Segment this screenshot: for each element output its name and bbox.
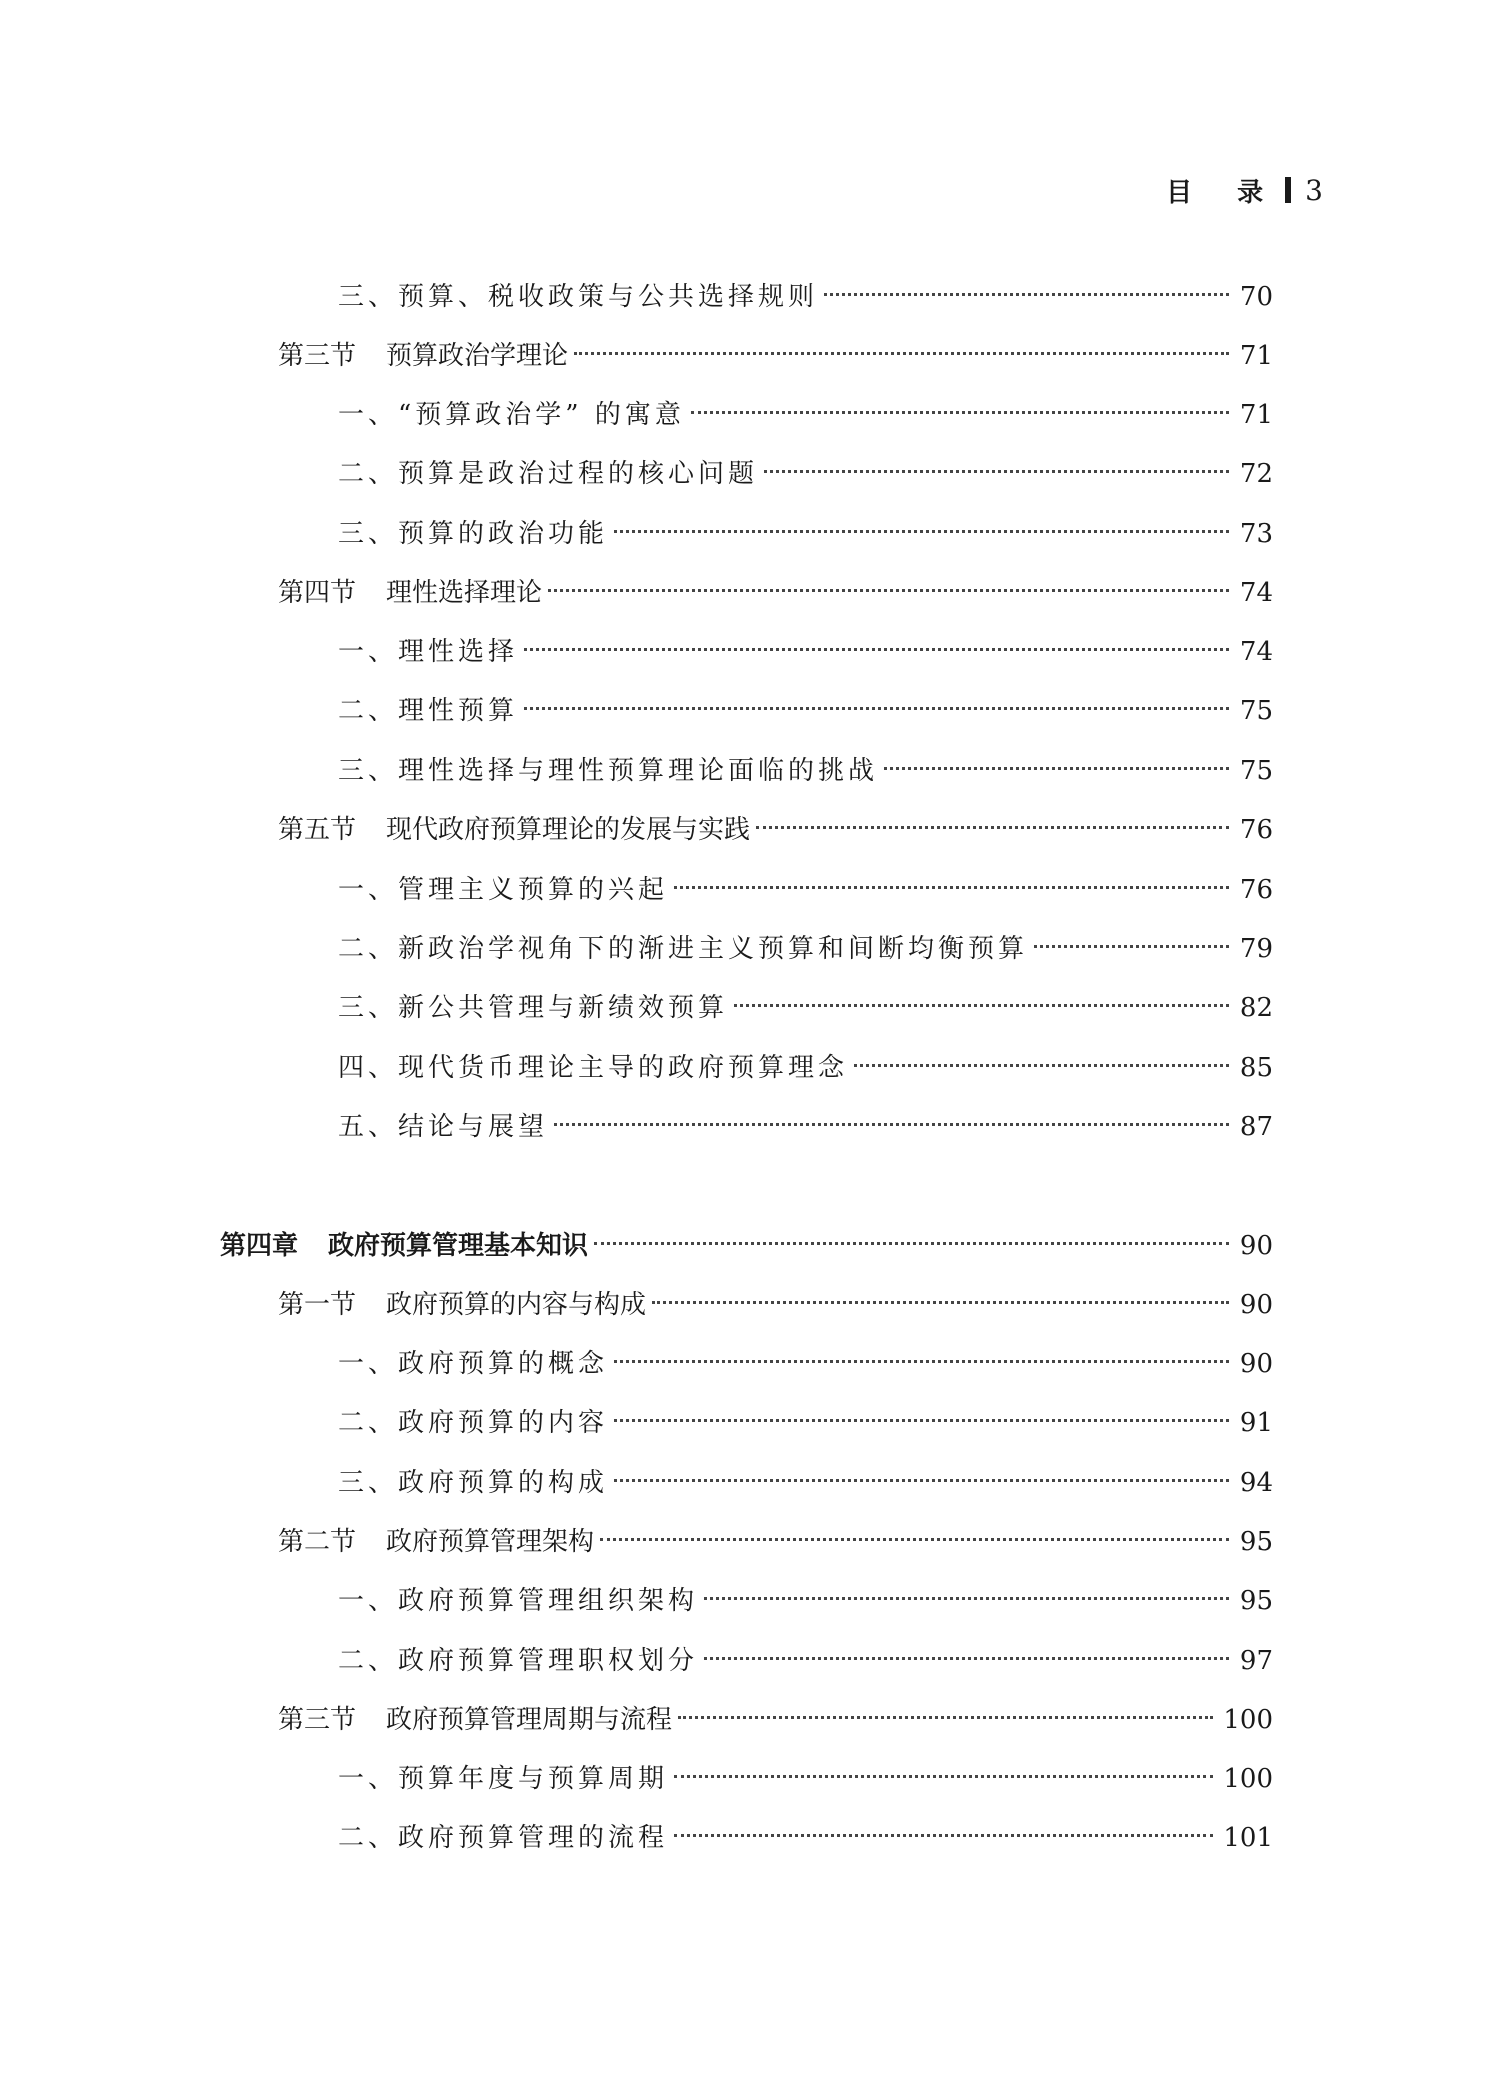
toc-entry-label: 二、新政治学视角下的渐进主义预算和间断均衡预算: [338, 934, 1029, 964]
running-head: [1166, 170, 1323, 210]
toc-entry-label: [278, 810, 750, 850]
toc-entry-label: 二、理性预算: [338, 696, 519, 726]
toc-entry-page: 90: [1239, 1231, 1273, 1261]
toc-entry-label: [220, 1226, 588, 1266]
toc-entry-page: 76: [1239, 875, 1273, 905]
toc-entry-page: 97: [1239, 1646, 1273, 1676]
toc-entry-page: 95: [1239, 1586, 1273, 1616]
toc-entry-label: 一、政府预算的概念: [338, 1349, 609, 1379]
toc-entry[interactable]: [338, 988, 1273, 1028]
section-number: 第二节: [278, 1527, 357, 1557]
toc-entry-label: [278, 1700, 672, 1740]
dot-leader: [594, 1242, 1229, 1245]
toc-section-entry[interactable]: [278, 336, 1273, 376]
section-number: 第四节: [278, 578, 357, 608]
toc-entry-label: 四、现代货币理论主导的政府预算理念: [338, 1053, 849, 1083]
toc-entry-page: 74: [1239, 578, 1273, 608]
toc-entry-label: 二、预算是政治过程的核心问题: [338, 459, 759, 489]
toc-entry-label: [278, 1522, 594, 1562]
toc-entry-label: 三、理性选择与理性预算理论面临的挑战: [338, 756, 879, 786]
toc-entry[interactable]: [338, 1344, 1273, 1384]
toc-entry[interactable]: [338, 1048, 1273, 1088]
section-number: 第五节: [278, 815, 357, 845]
toc-entry-label: 一、管理主义预算的兴起: [338, 875, 669, 905]
toc-entry-page: 100: [1223, 1764, 1273, 1794]
section-title: 现代政府预算理论的发展与实践: [386, 815, 751, 845]
toc-entry-page: 73: [1239, 519, 1273, 549]
toc-entry-label: [278, 573, 542, 613]
dot-leader: [554, 1123, 1229, 1126]
toc-entry-page: 95: [1239, 1527, 1273, 1557]
toc-entry-label: 五、结论与展望: [338, 1112, 549, 1142]
toc-section-entry[interactable]: [278, 810, 1273, 850]
toc-entry-label: 三、新公共管理与新绩效预算: [338, 993, 729, 1023]
dot-leader: [674, 886, 1229, 889]
toc-chapter-entry[interactable]: [220, 1226, 1273, 1266]
toc-entry-page: 87: [1239, 1112, 1273, 1142]
toc-entry-page: 94: [1239, 1468, 1273, 1498]
dot-leader: [824, 293, 1229, 296]
toc-entry-label: 二、政府预算管理职权划分: [338, 1646, 699, 1676]
toc-entry-page: 75: [1239, 756, 1273, 786]
dot-leader: [548, 589, 1229, 592]
section-number: 第三节: [278, 341, 357, 371]
toc-entry[interactable]: [338, 454, 1273, 494]
toc-entry[interactable]: [338, 870, 1273, 910]
toc-entry[interactable]: [338, 1641, 1273, 1681]
toc-entry-label: [278, 1285, 646, 1325]
toc-entry-page: 75: [1239, 696, 1273, 726]
toc-section-entry[interactable]: [278, 1700, 1273, 1740]
toc-entry[interactable]: [338, 1581, 1273, 1621]
dot-leader: [600, 1538, 1229, 1541]
chapter-number: 第四章: [220, 1231, 299, 1261]
toc-entry[interactable]: [338, 1107, 1273, 1147]
toc-entry-page: 76: [1239, 815, 1273, 845]
toc-entry-page: 91: [1239, 1408, 1273, 1438]
dot-leader: [704, 1657, 1229, 1660]
toc-entry-label: 三、预算的政治功能: [338, 519, 609, 549]
toc-entry-label: 一、政府预算管理组织架构: [338, 1586, 699, 1616]
toc-entry-label: 一、预算年度与预算周期: [338, 1764, 669, 1794]
section-title: 理性选择理论: [386, 578, 543, 608]
toc-entry-page: 90: [1239, 1349, 1273, 1379]
toc-entry-label: 一、“预算政治学” 的寓意: [338, 400, 685, 430]
section-title: 政府预算的内容与构成: [386, 1290, 647, 1320]
toc-entry[interactable]: [338, 277, 1273, 317]
toc-section-entry[interactable]: [278, 573, 1273, 613]
toc-entry-page: 79: [1239, 934, 1273, 964]
dot-leader: [756, 826, 1229, 829]
toc-section-entry[interactable]: [278, 1522, 1273, 1562]
running-head-divider: [1285, 177, 1291, 203]
section-title: 政府预算管理架构: [386, 1527, 595, 1557]
toc-entry-label: 二、政府预算的内容: [338, 1408, 609, 1438]
toc-entry-page: 70: [1239, 282, 1273, 312]
toc-entry-page: 90: [1239, 1290, 1273, 1320]
toc-entry-page: 71: [1239, 400, 1273, 430]
dot-leader: [691, 411, 1229, 414]
toc-entry[interactable]: [338, 632, 1273, 672]
dot-leader: [1034, 945, 1229, 948]
toc-entry-label: 一、理性选择: [338, 637, 519, 667]
toc-entry-page: 82: [1239, 993, 1273, 1023]
toc-entry-page: 85: [1239, 1053, 1273, 1083]
dot-leader: [524, 648, 1229, 651]
toc-entry-label: [278, 336, 568, 376]
dot-leader: [614, 1479, 1229, 1482]
dot-leader: [674, 1775, 1213, 1778]
dot-leader: [614, 1419, 1229, 1422]
dot-leader: [884, 767, 1229, 770]
toc-entry[interactable]: [338, 1463, 1273, 1503]
dot-leader: [614, 1360, 1229, 1363]
dot-leader: [854, 1064, 1229, 1067]
chapter-title: 政府预算管理基本知识: [328, 1231, 589, 1261]
section-title: 预算政治学理论: [386, 341, 569, 371]
toc-entry-page: 100: [1223, 1705, 1273, 1735]
toc-entry[interactable]: [338, 1759, 1273, 1799]
toc-entry-label: 三、预算、税收政策与公共选择规则: [338, 282, 819, 312]
dot-leader: [652, 1301, 1229, 1304]
toc-entry-label: 二、政府预算管理的流程: [338, 1823, 669, 1853]
toc-entry-page: 74: [1239, 637, 1273, 667]
toc-entry[interactable]: [338, 691, 1273, 731]
toc-entry[interactable]: [338, 929, 1273, 969]
toc-entry[interactable]: [338, 395, 1273, 435]
dot-leader: [674, 1834, 1213, 1837]
toc-entry[interactable]: [338, 1403, 1273, 1443]
toc-entry-label: 三、政府预算的构成: [338, 1468, 609, 1498]
toc-entry[interactable]: [338, 1818, 1273, 1858]
toc-section-entry[interactable]: [278, 1285, 1273, 1325]
section-number: 第一节: [278, 1290, 357, 1320]
dot-leader: [704, 1597, 1229, 1600]
section-number: 第三节: [278, 1705, 357, 1735]
toc-entry-page: 71: [1239, 341, 1273, 371]
dot-leader: [678, 1716, 1213, 1719]
toc-entry-page: 72: [1239, 459, 1273, 489]
dot-leader: [764, 470, 1229, 473]
dot-leader: [524, 707, 1229, 710]
toc-entry[interactable]: [338, 514, 1273, 554]
toc-entry[interactable]: [338, 751, 1273, 791]
dot-leader: [614, 530, 1229, 533]
dot-leader: [574, 352, 1229, 355]
toc-entry-page: 101: [1223, 1823, 1273, 1853]
running-head-title: 目 录: [1166, 177, 1282, 208]
dot-leader: [734, 1004, 1229, 1007]
page-number: 3: [1305, 173, 1323, 207]
section-title: 政府预算管理周期与流程: [386, 1705, 673, 1735]
